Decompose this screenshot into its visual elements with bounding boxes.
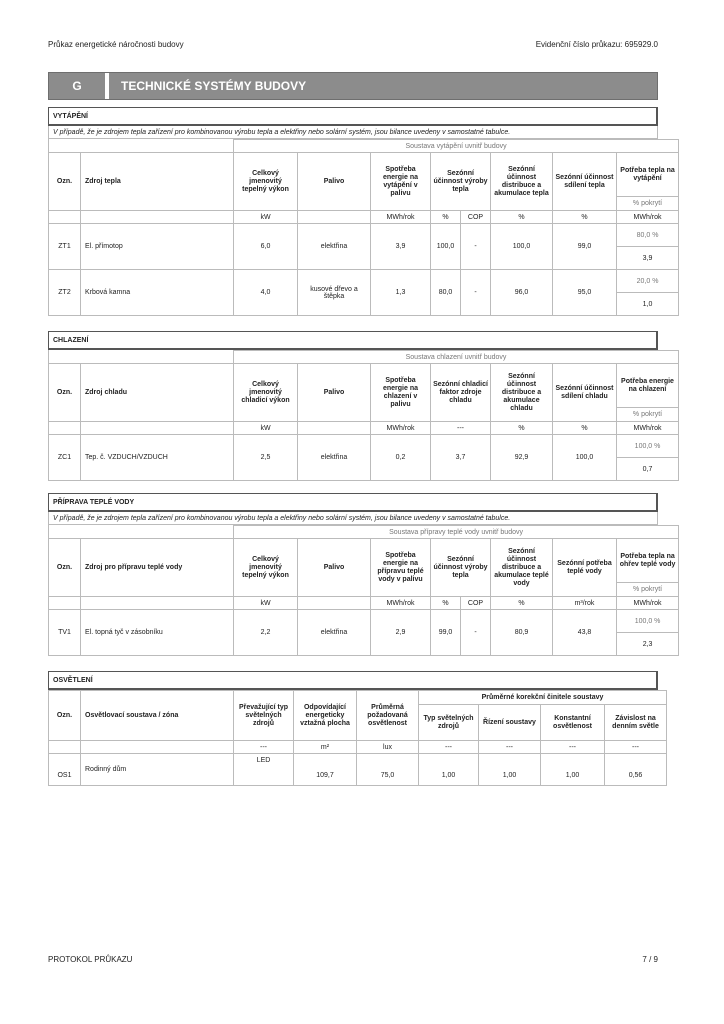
cooling-section: [48, 331, 674, 481]
col-fuel: Palivo: [298, 153, 371, 211]
lighting-section: [48, 671, 658, 786]
document-title: Průkaz energetické náročnosti budovy: [48, 40, 184, 49]
cooling-title: CHLAZENÍ: [48, 331, 658, 350]
unit-consumption: MWh/rok: [371, 211, 431, 224]
page-footer: [48, 955, 658, 964]
col-cover: % pokrytí: [617, 197, 679, 211]
col-source: Zdroj tepla: [81, 153, 234, 211]
table-row: ZT2 Krbová kamna 4,0 kusové dřevo a štěpka 1,3 80,0 - 96,0 95,0 20,0 %: [49, 270, 679, 293]
unit-sharing: %: [553, 211, 617, 224]
heating-note: V případě, že je zdrojem tepla zařízení pro kombinovanou výrobu tepla a elektřiny nebo solární systém, jsou bilance uvedeny v samostatné tabulce.: [48, 126, 658, 139]
heating-group: Soustava vytápění uvnitř budovy: [234, 140, 679, 153]
unit-distribution: %: [491, 211, 553, 224]
cooling-table: Soustava chlazení uvnitř budovy Ozn. Zdroj chladu Celkový jmenovitý chladicí výkon Palivo Spotřeba energie na chlazení v palivu Sezónní chladicí faktor zdroje chladu Sezónní účinnost distribuce a akumulace chladu Sezónní účinnost sdílení chladu Potřeba energie na chlazení % pokrytí kW MWh/rok --- % % MWh/rok ZC1 Tep. č. VZDUCH/VZDUCH 2,5 elektřina 0,2 3,7 92,9 100,0 100,0 % 0,7: [48, 350, 679, 481]
banner-letter: G: [49, 73, 109, 99]
col-efficiency: Sezónní účinnost výroby tepla: [431, 153, 491, 211]
col-power: Celkový jmenovitý tepelný výkon: [234, 153, 298, 211]
col-consumption: Spotřeba energie na vytápění v palivu: [371, 153, 431, 211]
hotwater-group: Soustava přípravy teplé vody uvnitř budovy: [234, 526, 679, 539]
hotwater-table: Soustava přípravy teplé vody uvnitř budovy Ozn. Zdroj pro přípravu teplé vody Celkový jmenovitý tepelný výkon Palivo Spotřeba energie na přípravu teplé vody v palivu Sezónní účinnost výroby tepla Sezónní účinnost distribuce a akumulace teplé vody Sezónní potřeba teplé vody Potřeba tepla na ohřev teplé vody % pokrytí kW MWh/rok % COP % m³/rok MWh/rok TV1 El. topná tyč v zásobníku 2,2 elektřina 2,9 99,0 - 80,9 43,8 100,0 % 2,3: [48, 525, 679, 656]
col-sharing: Sezónní účinnost sdílení tepla: [553, 153, 617, 211]
unit-power: kW: [234, 211, 298, 224]
section-banner: [48, 72, 658, 100]
banner-title: TECHNICKÉ SYSTÉMY BUDOVY: [121, 79, 307, 93]
hotwater-title: PŘÍPRAVA TEPLÉ VODY: [48, 493, 658, 512]
certificate-number: Evidenční číslo průkazu: 695929.0: [535, 40, 658, 49]
footer-title: PROTOKOL PRŮKAZU: [48, 955, 133, 964]
col-need: Potřeba tepla na vytápění: [617, 153, 679, 197]
lighting-title: OSVĚTLENÍ: [48, 671, 658, 690]
unit-need: MWh/rok: [617, 211, 679, 224]
table-row: ZT1 El. přímotop 6,0 elektřina 3,9 100,0 - 100,0 99,0 80,0 %: [49, 224, 679, 247]
hotwater-section: [48, 493, 676, 656]
heating-section: [48, 107, 675, 316]
table-row: TV1 El. topná tyč v zásobníku 2,2 elektřina 2,9 99,0 - 80,9 43,8 100,0 %: [49, 610, 679, 633]
page-header: [48, 40, 658, 49]
unit-cop: COP: [461, 211, 491, 224]
heating-title: VYTÁPĚNÍ: [48, 107, 658, 126]
hotwater-note: V případě, že je zdrojem tepla zařízení pro kombinovanou výrobu tepla a elektřiny nebo solární systém, jsou bilance uvedeny v samostatné tabulce.: [48, 512, 658, 525]
page-number: 7 / 9: [642, 955, 658, 964]
unit-pct: %: [431, 211, 461, 224]
table-row: ZC1 Tep. č. VZDUCH/VZDUCH 2,5 elektřina 0,2 3,7 92,9 100,0 100,0 %: [49, 435, 679, 458]
lighting-table: Ozn. Osvětlovací soustava / zóna Převažující typ světelných zdrojů Odpovídající energeticky vztažná plocha Průměrná požadovaná osvětlenost Průměrné korekční činitele soustavy Typ světelných zdrojů Řízení soustavy Konstantní osvětlenost Závislost na denním světle --- m² lux --- --- --- --- OS1 Rodinný dům LED 109,7 75,0 1,00 1,00 1,00 0,56: [48, 690, 667, 786]
heating-table: Soustava vytápění uvnitř budovy Ozn. Zdroj tepla Celkový jmenovitý tepelný výkon Palivo Spotřeba energie na vytápění v palivu Sezónní účinnost výroby tepla Sezónní účinnost distribuce a akumulace tepla Sezónní účinnost sdílení tepla Potřeba tepla na vytápění % pokrytí kW MWh/rok % COP % % MWh/rok ZT1 El. přímotop 6,0 elektřina 3,9 100,0 - 100,0 99,0 80,0 % 3,9 ZT2 Krbová kamna 4,0 kusové dřevo a štěpka 1,3 80,0 - 96,0 95,0 20,0 % 1,0: [48, 139, 679, 316]
col-ozn: Ozn.: [49, 153, 81, 211]
lighting-group: Průměrné korekční činitele soustavy: [419, 691, 667, 705]
table-row: OS1 Rodinný dům LED 109,7 75,0 1,00 1,00 1,00 0,56: [49, 754, 667, 786]
col-distribution: Sezónní účinnost distribuce a akumulace tepla: [491, 153, 553, 211]
cooling-group: Soustava chlazení uvnitř budovy: [234, 351, 679, 364]
